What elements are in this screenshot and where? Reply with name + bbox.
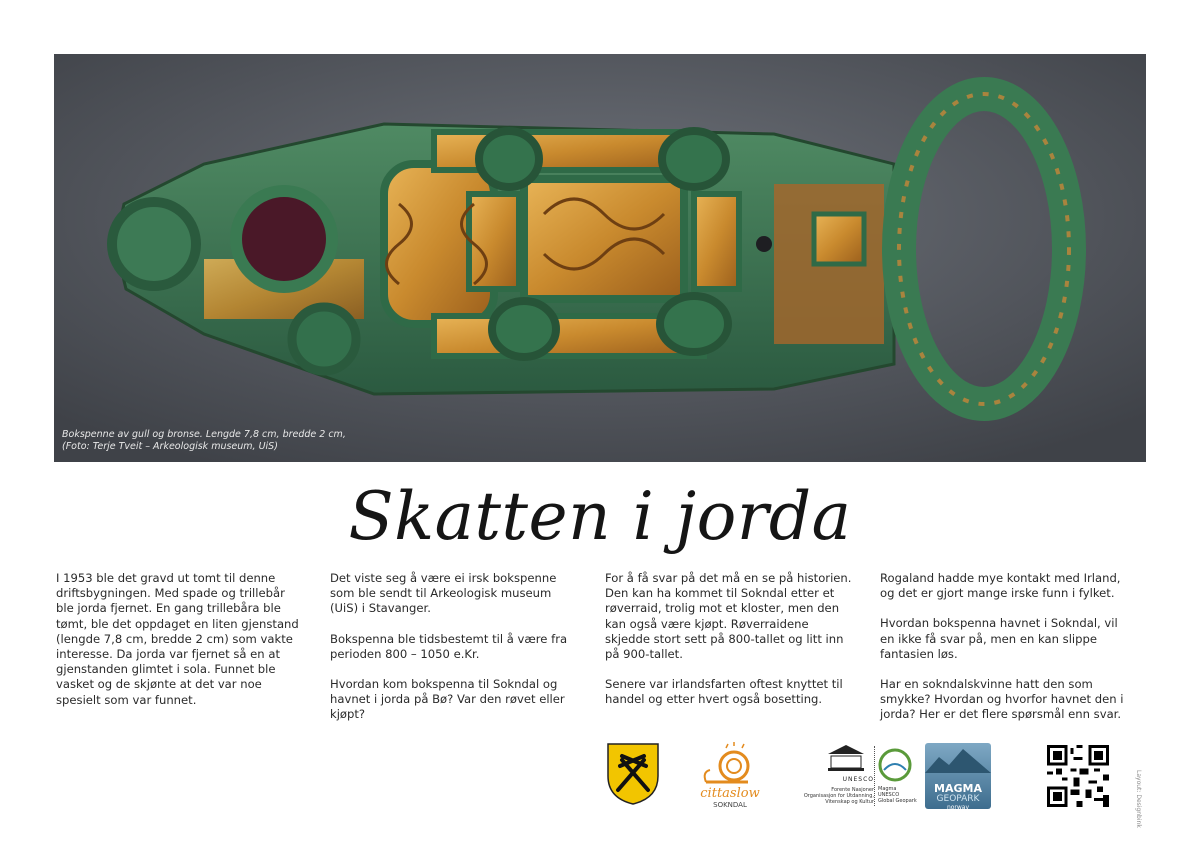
- artifact-photo: [54, 54, 1146, 462]
- cittaslow-name: cittaslow: [700, 786, 760, 801]
- text-column-3: [605, 571, 855, 723]
- magma-geopark-logo: [925, 743, 991, 809]
- geopark-word: GEOPARK: [936, 794, 980, 804]
- paragraph: Har en sokndalskvinne hatt den som smykke? Hvordan og hvorfor havnet den i jorda? Her er det flere spørsmål enn svar.: [880, 677, 1124, 722]
- mountain-icon: [925, 743, 991, 779]
- snail-icon: [698, 742, 762, 788]
- paragraph: Rogaland hadde mye kontakt med Irland, og det er gjort mange irske funn i fylket.: [880, 571, 1121, 601]
- caption-line-1: Bokspenne av gull og bronse. Lengde 7,8 cm, bredde 2 cm,: [62, 429, 346, 440]
- unesco-logo: [802, 744, 874, 805]
- text-column-1: [56, 571, 306, 723]
- cittaslow-place: SOKNDAL: [713, 801, 747, 809]
- geopark-icon: [878, 748, 912, 782]
- unesco-text-line: Vitenskap og Kultur: [825, 799, 874, 805]
- paragraph: Hvordan kom bokspenna til Sokndal og havnet i jorda på Bø? Var den røvet eller kjøpt?: [330, 677, 565, 722]
- photo-caption: [62, 429, 346, 453]
- norway-word: norway: [946, 804, 970, 809]
- caption-line-2: (Foto: Terje Tveit – Arkeologisk museum, UiS): [62, 441, 278, 452]
- page-title: Skatten i jorda: [348, 478, 852, 555]
- paragraph: Hvordan bokspenna havnet i Sokndal, vil en ikke få svar på, men en kan slippe fantasien løs.: [880, 616, 1118, 661]
- unesco-text-line: Organisasjon for Utdanning,: [803, 793, 874, 799]
- sokndal-coat-of-arms-logo: [606, 742, 660, 810]
- temple-icon: [826, 744, 866, 772]
- paragraph: Senere var irlandsfarten oftest knyttet til handel og etter hvert også bosetting.: [605, 677, 843, 707]
- magma-text-line: UNESCO: [878, 792, 900, 798]
- magma-text-line: Global Geopark: [878, 798, 917, 804]
- unesco-word: UNESCO: [842, 776, 874, 783]
- cittaslow-logo: [698, 742, 762, 808]
- qr-code[interactable]: [1047, 745, 1109, 811]
- layout-credit: Layout: Designbink: [1135, 770, 1142, 828]
- paragraph: I 1953 ble det gravd ut tomt til denne driftsbygningen. Med spade og trillebår ble jorda fjernet. En gang trillebåra ble tømt, ble det oppdaget en liten gjenstand (lengde 7,8 cm, bredde 2 cm) som vakte interesse. Da jorda var fjernet så en at gjenstanden glimtet i sola. Funnet ble vasket og de skjønte at det var noe spesielt som var funnet.: [56, 571, 299, 707]
- paragraph: Bokspenna ble tidsbestemt til å være fra perioden 800 – 1050 e.Kr.: [330, 631, 568, 661]
- text-column-2: [330, 571, 580, 738]
- logo-divider: [874, 746, 876, 806]
- paragraph: For å få svar på det må en se på historien. Den kan ha kommet til Sokndal etter et røverraid, trolig mot et kloster, men den kan også være kjøpt. Røverraidene skjedde stort sett på 800-tallet og litt inn på 900-tallet.: [605, 571, 852, 662]
- magma-unesco-logo: [878, 748, 918, 804]
- paragraph: Det viste seg å være ei irsk bokspenne som ble sendt til Arkeologisk museum (UiS) i Stavanger.: [330, 571, 557, 616]
- unesco-text-line: Forente Nasjoner: [831, 787, 874, 793]
- magma-text-line: Magma: [878, 786, 897, 792]
- magma-word: MAGMA: [934, 782, 982, 795]
- book-clasp-illustration: [54, 54, 1146, 462]
- text-column-4: [880, 571, 1130, 738]
